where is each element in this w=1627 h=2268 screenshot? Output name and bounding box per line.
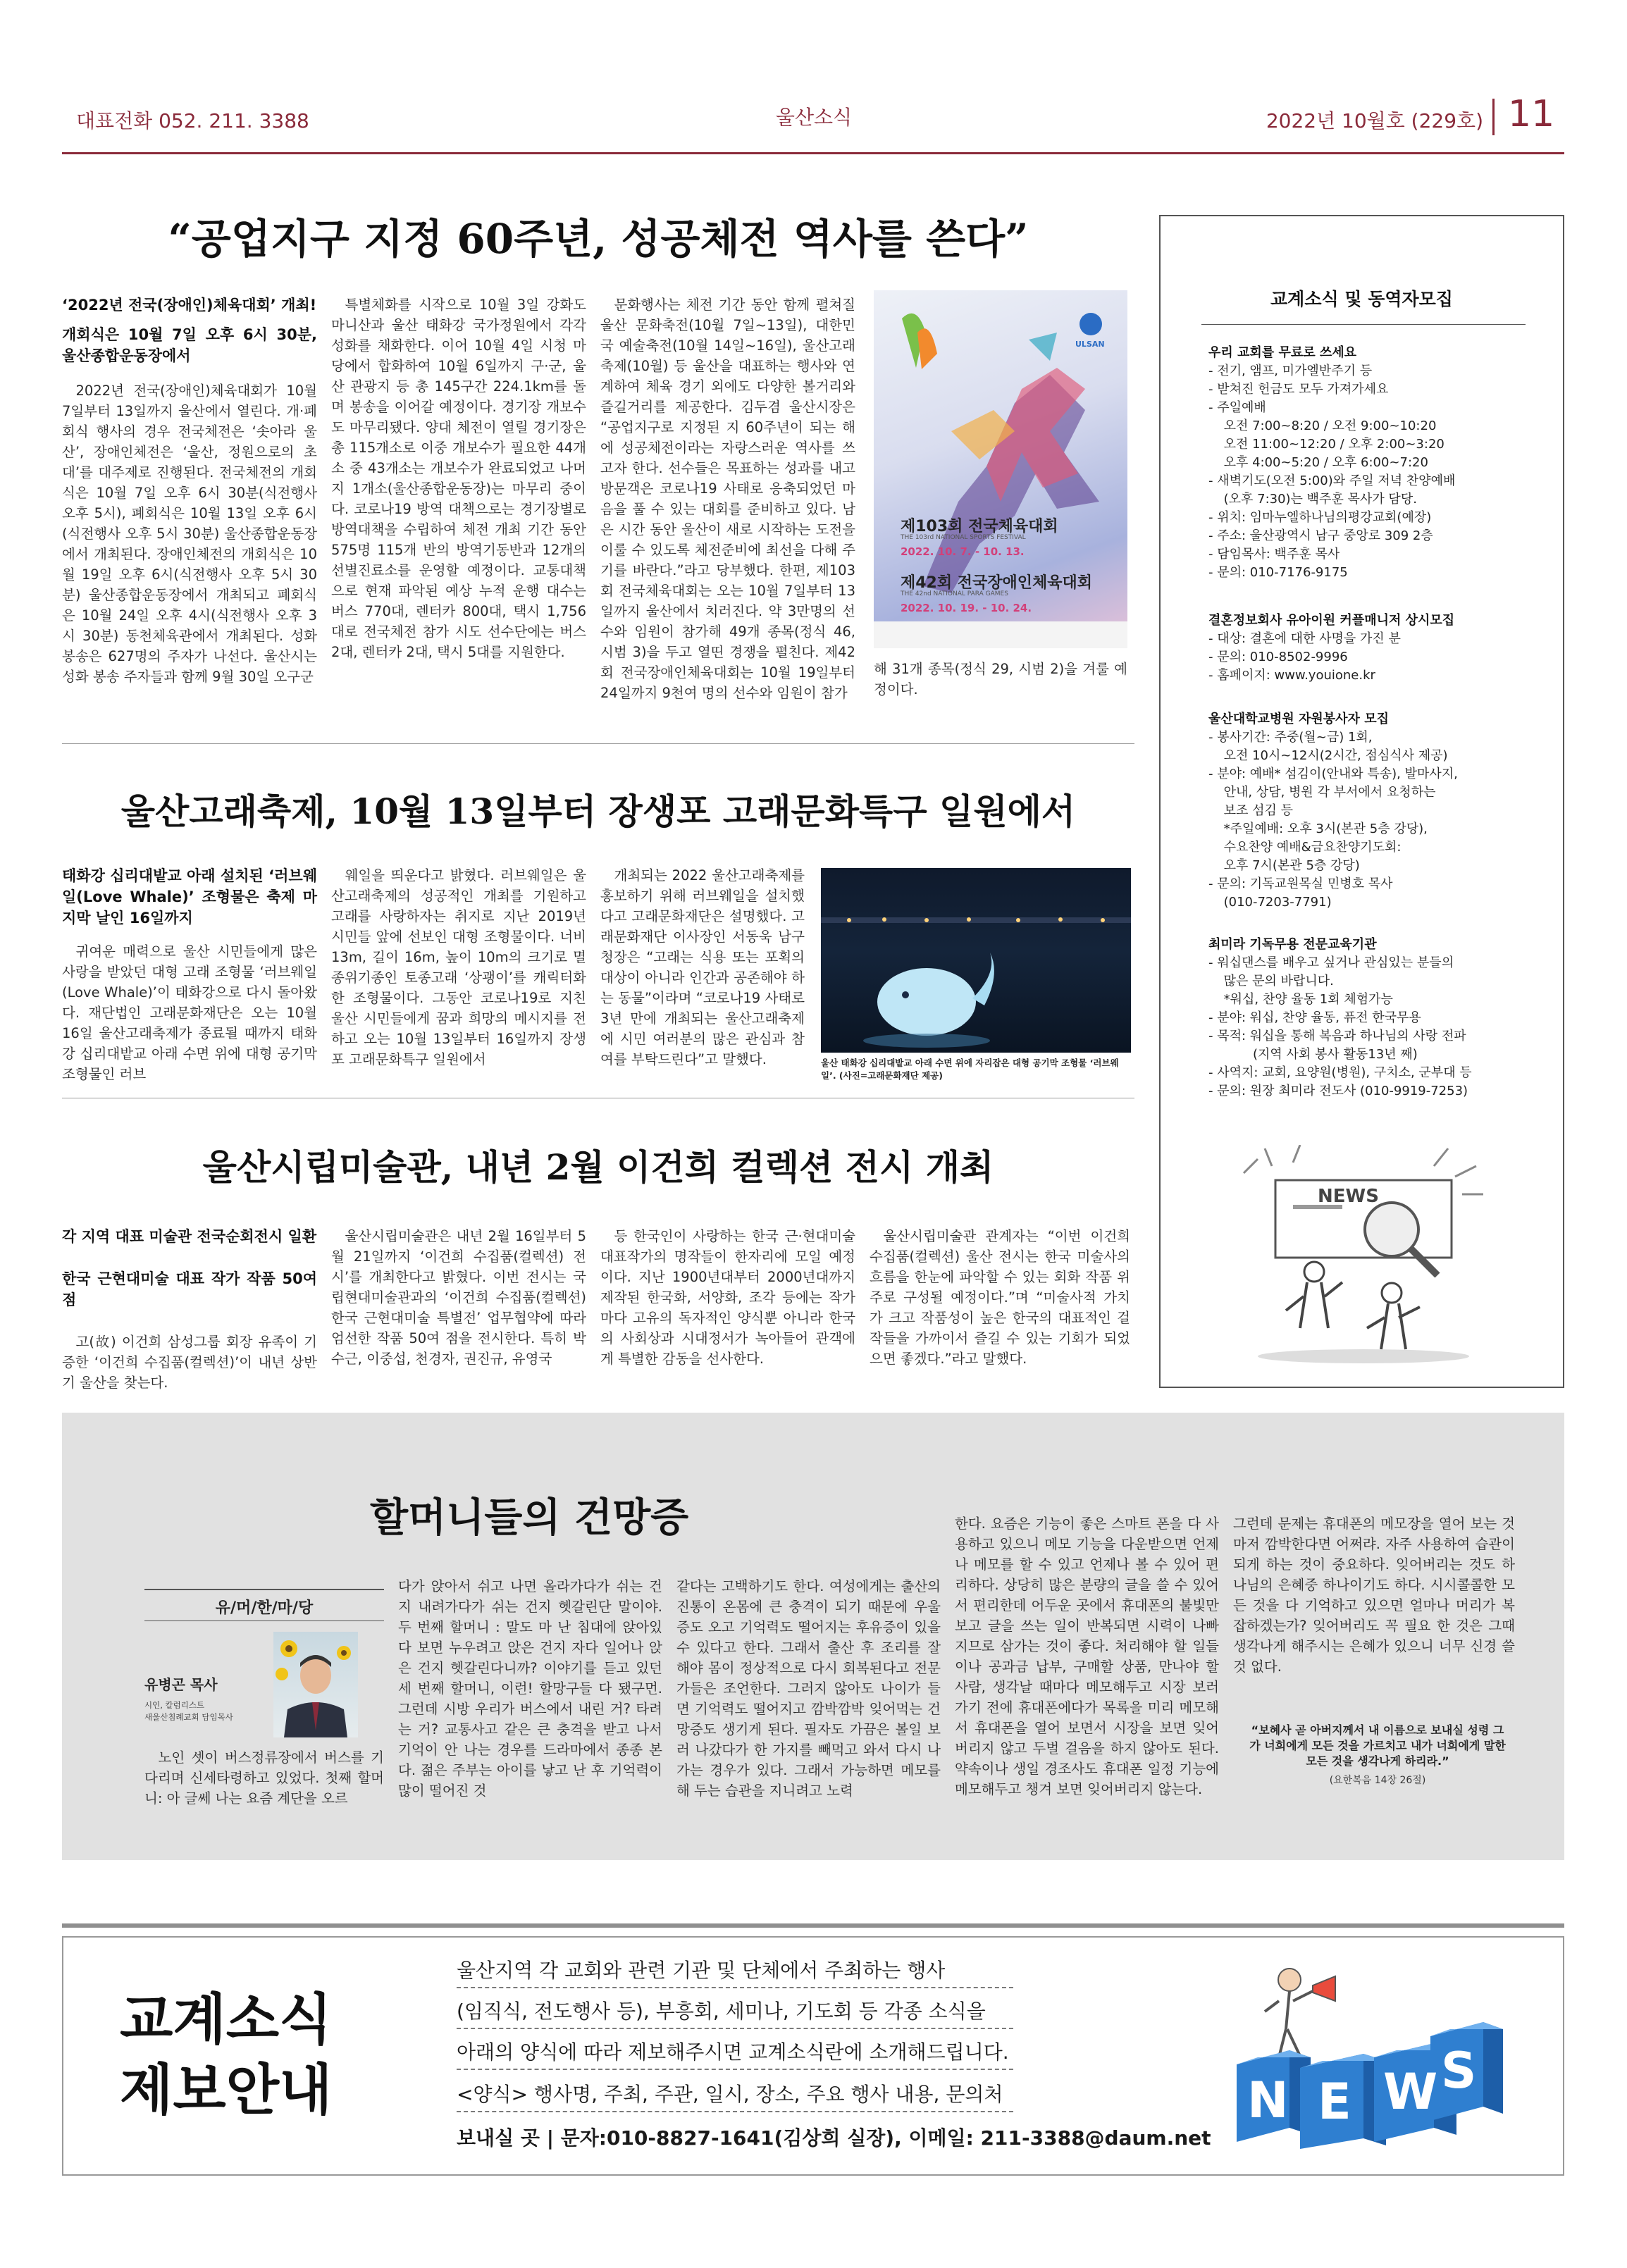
news-letter: W bbox=[1383, 2063, 1438, 2121]
poster-date-1: 2022. 10. 7. - 10. 13. bbox=[901, 545, 1025, 558]
article2-text-2: 웨일을 띄운다고 밝혔다. 러브웨일은 울산고래축제의 성공적인 개최를 기원하고 고래를 사랑하자는 취지로 지난 2019년 시민들 앞에 선보인 대형 조형물이다. 너비 13m, 길이 16m, 높이 10m의 크기로 멸종위기종인 토종고래 ‘상괭이’를 캐릭터화한 조형물이다. 그동안 코로나19로 지친 울산 시민들에게 꿈과 희망의 메시지를 전하고 오는 10월 13일부터 16일까지 장생포 고래문화특구 일원에서 bbox=[331, 867, 586, 1067]
humor-text-1: 노인 셋이 버스정류장에서 버스를 기다리며 신세타령하고 있었다. 첫째 할머니: 아 글쎄 나는 요즘 계단을 오르 bbox=[144, 1749, 384, 1807]
humor-text-5: 그런데 문제는 휴대폰의 메모장을 열어 보는 것마저 깜박한다면 어쩌랴. 자주 사용하여 습관이 되게 하는 것이 중요하다. 잊어버리는 것도 하나님의 은혜중 하나이기도 하다. 시시콜콜한 모든 것을 다 기억하고 있으면 얼마나 머리가 복잡하겠는가? 잊어버리도 꼭 필요 한 것은 그때 생각나게 해주시는 은혜가 있으니 너무 신경 쓸 것 없다. bbox=[1233, 1516, 1515, 1675]
notice-line: (010-7203-7791) bbox=[1223, 895, 1332, 910]
article1-col1 bbox=[62, 295, 317, 687]
notice-matchmaker bbox=[1208, 612, 1533, 685]
article1-text-4: 해 31개 종목(정식 29, 시범 2)을 겨룰 예정이다. bbox=[874, 661, 1127, 698]
notice-line: - 분야: 워십, 찬양 율동, 퓨전 한국무용 bbox=[1208, 1010, 1421, 1025]
article1-col2 bbox=[331, 295, 586, 662]
notice-line: - 담임목사: 백주훈 목사 bbox=[1208, 547, 1340, 562]
humor-col2 bbox=[398, 1576, 662, 1801]
notice-line: 오전 10시~12시(2시간, 점심식사 제공) bbox=[1223, 748, 1448, 763]
notice-line: - 전기, 앰프, 미가엘반주기 등 bbox=[1208, 364, 1373, 378]
article2-headline: 울산고래축제, 10월 13일부터 장생포 고래문화특구 일원에서 bbox=[120, 791, 1076, 832]
submission-title-2: 제보안내 bbox=[120, 2059, 333, 2122]
notice-line: - 사역지: 교회, 요양원(병원), 구치소, 군부대 등 bbox=[1208, 1065, 1472, 1080]
notice-line: - 새벽기도(오전 5:00)와 주일 저녁 찬양예배 bbox=[1208, 473, 1456, 488]
poster-title-2: 제42회 전국장애인체육대회 bbox=[901, 574, 1093, 592]
humor-col5 bbox=[1233, 1513, 1515, 1677]
notice-dance-title: 최미라 기독무용 전문교육기관 bbox=[1208, 937, 1377, 952]
humor-col1 bbox=[144, 1747, 384, 1809]
article1-col3 bbox=[600, 295, 855, 703]
humor-series-rule-top bbox=[144, 1589, 384, 1590]
article3-col2 bbox=[331, 1226, 586, 1369]
notice-line: 수요찬양 예배&금요찬양기도회: bbox=[1223, 840, 1402, 855]
news-letter: S bbox=[1441, 2042, 1477, 2100]
notice-line: - 홈페이지: www.youione.kr bbox=[1208, 668, 1375, 683]
article3-col4 bbox=[870, 1226, 1130, 1369]
article1-text-1: 2022년 전국(장애인)체육대회가 10월 7일부터 13일까지 울산에서 열린다. 개·폐회식 행사의 경우 전국체전은 ‘솟아라 울산’, 장애인체전은 ‘울산, 정원으로의 초대’를 대주제로 진행된다. 전국체전의 개회식은 10월 7일 오후 6시 30분(식전행사 오후 5시), 폐회식은 10월 13일 오후 6시(식전행사 오후 5시 30분) 울산종합운동장에서 개최된다. 장애인체전의 개회식은 10월 19일 오후 6시(식전행사 오후 5시 30분) 울산종합운동장에서 개최되고 폐회식은 10월 24일 오후 4시(식전행사 오후 3시 30분) 동천체육관에서 개최된다. 성화 봉송은 627명의 주자가 나선다. 울산시는 성화 봉송 주자들과 함께 9월 30일 오구군 bbox=[62, 383, 317, 685]
news-cubes-illustration bbox=[1223, 1952, 1504, 2170]
humor-text-2: 다가 앉아서 쉬고 나면 올라가다가 쉬는 건지 내려가다가 쉬는 건지 헷갈린단 말이야. 두 번째 할머니 : 말도 마 난 침대에 앉아있다 보면 누우려고 앉은 건지 자다 일어나 앉은 건지 헷갈린다니까? 이야기를 듣고 있던 세 번째 할머니, 이런! 할망구들 다 됐구먼. 그런데 시방 우리가 버스에서 내린 거? 타려는 거? 교통사고 같은 큰 충격을 받고 나서 기억이 안 나는 경우를 드라마에서 종종 본다. 젊은 주부는 아이를 낳고 난 후 기억력이 많이 떨어진 것 bbox=[398, 1578, 662, 1799]
header-issue: 2022년 10월호 (229호) bbox=[1266, 109, 1483, 132]
header-divider bbox=[1492, 99, 1495, 135]
notice-dance-school bbox=[1208, 936, 1533, 1101]
church-news-title: 교계소식 및 동역자모집 bbox=[1270, 289, 1453, 309]
notice-line: - 워십댄스를 배우고 싶거나 관심있는 분들의 bbox=[1208, 955, 1454, 970]
notice-line: 오전 11:00~12:20 / 오후 2:00~3:20 bbox=[1223, 437, 1444, 452]
author-info: 시인, 칼럼리스트 새울산침례교회 담임목사 bbox=[144, 1700, 233, 1722]
dashed-divider bbox=[457, 2069, 1013, 2070]
bible-verse-reference: (요한복음 14장 26절) bbox=[1329, 1775, 1426, 1786]
notice-line: 오전 7:00~8:20 / 오전 9:00~10:20 bbox=[1223, 419, 1437, 433]
submission-line-4: <양식> 행사명, 주최, 주관, 일시, 장소, 주요 행사 내용, 문의처 bbox=[457, 2083, 1003, 2106]
article3-text-4: 울산시립미술관 관계자는 “이번 이건희 수집품(컬렉션) 울산 전시는 한국 미술사의 흐름을 한눈에 파악할 수 있는 회화 작품 위주로 구성될 예정이다.”며 “미술사적 가치가 크고 작품성이 높은 한국의 대표적인 걸작들을 가까이서 즐길 수 있는 기회가 되었으면 좋겠다.”라고 말했다. bbox=[870, 1228, 1130, 1367]
article1-col4 bbox=[874, 659, 1127, 700]
notice-line: - 목적: 워십을 통해 복음과 하나님의 사랑 전파 bbox=[1208, 1029, 1466, 1043]
humor-column-title: 할머니들의 건망증 bbox=[370, 1494, 689, 1541]
article1-text-3: 문화행사는 체전 기간 동안 함께 펼쳐질 울산 문화축전(10월 7일~13일), 대한민국 예술축전(10월 14일~16일), 울산고래축제(10월) 등 울산을 대표하는 행사와 연계하여 체육 경기 외에도 다양한 볼거리와 즐길거리를 제공한다. 김두겸 울산시장은 “공업지구로 지정된 지 60주년이 되는 해에 성공체전이라는 자랑스러운 역사를 쓰고자 한다. 선수들은 목표하는 성과를 내고 방문객은 코로나19 사태로 응축되었던 마음을 풀 수 있는 대회를 준비하고 있다. 남은 시간 동안 울산이 새로 시작하는 도전을 이룰 수 있도록 체전준비에 최선을 다해 주기를 바란다.”라고 당부했다. 한편, 제103회 전국체육대회는 오는 10월 7일부터 13일까지 울산에서 치러진다. 약 3만명의 선수와 임원이 참가해 49개 종목(정식 46, 시범 3)을 두고 열띤 경쟁을 펼친다. 제42회 전국장애인체육대회는 10월 19일부터 24일까지 9천여 명의 선수와 임원이 참가 bbox=[600, 297, 855, 701]
article3-text-2: 울산시립미술관은 내년 2월 16일부터 5월 21일까지 ‘이건희 수집품(컬렉션) 전시’를 개최한다고 밝혔다. 이번 전시는 국립현대미술관과의 ‘이건희 수집품(컬렉션) 한국 근현대미술 특별전’ 업무협약에 따라 엄선한 작품 50여 점을 전시한다. 특히 박수근, 이중섭, 천경자, 권진규, 유영국 bbox=[331, 1228, 586, 1367]
dashed-divider bbox=[457, 1987, 1013, 1988]
notice-free-church-title: 우리 교회를 무료로 쓰세요 bbox=[1208, 345, 1357, 360]
humor-text-4: 한다. 요즘은 기능이 좋은 스마트 폰을 다 사용하고 있으니 메모 기능을 다운받으면 언제나 메모를 할 수 있고 언제나 볼 수 있어 편리하다. 상당히 많은 분량의 글을 쓸 수 있어서 편리한데 어두운 곳에서 휴대폰의 불빛만 보고 글을 쓰는 일이 반복되면 시력이 나빠지므로 삼가는 것이 좋다. 처리해야 할 일들이나 공과금 납부, 구매할 상품, 만나야 할 사람, 생각날 때마다 메모해두고 시장 보러 가기 전에 휴대폰에다가 목록을 미리 메모해서 휴대폰을 열어 보면서 시장을 보면 잊어버리지 않고 두벌 걸음을 하지 않아도 된다. 약속이나 생일 경조사도 휴대폰 일정 기능에 메모해두고 챙겨 보면 잊어버리지 않는다. bbox=[955, 1516, 1219, 1797]
article3-col1 bbox=[62, 1226, 317, 1393]
notice-line: 보조 섬김 등 bbox=[1223, 803, 1293, 818]
notice-line: - 문의: 원장 최미라 전도사 (010-9919-7253) bbox=[1208, 1084, 1468, 1098]
news-sign-text: NEWS bbox=[1318, 1186, 1379, 1207]
article3-text-1: 고(故) 이건희 삼성그룹 회장 유족이 기증한 ‘이건희 수집품(컬렉션)’이 내년 상반기 울산을 찾는다. bbox=[62, 1334, 317, 1391]
notice-line: - 주일예배 bbox=[1208, 400, 1266, 415]
notice-line: - 분야: 예배* 섬김이(안내와 특송), 발마사지, bbox=[1208, 767, 1458, 781]
notice-line: - 대상: 결혼에 대한 사명을 가진 분 bbox=[1208, 631, 1401, 646]
section-divider-1 bbox=[62, 743, 1134, 744]
article2-text-3: 개최되는 2022 울산고래축제를 홍보하기 위해 러브웨일을 설치했다고 고래문화재단은 설명했다. 고래문화재단 이사장인 서동욱 남구청장은 “고래는 식용 또는 포획의 대상이 아니라 인간과 공존해야 하는 동물”이라며 “코로나19 사태로 3년 만에 개최되는 울산고래축제에 시민 여러분의 많은 관심과 참여를 부탁드린다”고 말했다. bbox=[600, 867, 805, 1067]
author-name: 유병곤 목사 bbox=[144, 1676, 218, 1693]
article3-col3 bbox=[600, 1226, 855, 1369]
sports-festival-poster bbox=[874, 290, 1127, 648]
notice-hospital-volunteer bbox=[1208, 710, 1533, 912]
dashed-divider bbox=[457, 2111, 1013, 2112]
poster-logo-text: ULSAN bbox=[1075, 340, 1105, 349]
dashed-divider bbox=[457, 2028, 1013, 2029]
article2-col3 bbox=[600, 865, 805, 1070]
page-number: 11 bbox=[1508, 93, 1555, 135]
notice-line: (오후 7:30)는 백주훈 목사가 담당. bbox=[1223, 492, 1417, 507]
notice-matchmaker-title: 결혼정보회사 유아이원 커플매니저 상시모집 bbox=[1208, 613, 1455, 628]
article3-text-3: 등 한국인이 사랑하는 한국 근·현대미술 대표작가의 명작들이 한자리에 모일 예정이다. 지난 1900년대부터 2000년대까지 제작된 한국화, 서양화, 조각 등에는 작가마다 고유의 독자적인 양식뿐 아니라 한국의 사회상과 시대정서가 녹아들어 관객에게 특별한 감동을 선사한다. bbox=[600, 1228, 855, 1367]
submission-line-2: (임직식, 전도행사 등), 부흥회, 세미나, 기도회 등 각종 소식을 bbox=[457, 2000, 986, 2023]
header-rule bbox=[62, 152, 1564, 154]
article2-col1 bbox=[62, 865, 317, 1084]
notice-line: - 문의: 010-8502-9996 bbox=[1208, 650, 1348, 664]
poster-title-2-en: THE 42nd NATIONAL PARA GAMES bbox=[901, 590, 1008, 597]
notice-line: 많은 문의 바랍니다. bbox=[1223, 974, 1334, 989]
notice-line: (지역 사회 봉사 활동13년 째) bbox=[1253, 1047, 1418, 1062]
article1-subheading-1: ‘2022년 전국(장애인)체육대회’ 개최! bbox=[62, 297, 317, 314]
notice-line: - 문의: 기독교원목실 민병호 목사 bbox=[1208, 876, 1393, 891]
love-whale-photo bbox=[821, 868, 1131, 1053]
news-letter: E bbox=[1318, 2073, 1351, 2131]
submission-line-3: 아래의 양식에 따라 제보해주시면 교계소식란에 소개해드립니다. bbox=[457, 2040, 1009, 2064]
humor-series-label: 유/머/한/마/당 bbox=[215, 1599, 314, 1617]
article1-subheading-2: 개회식은 10월 7일 오후 6시 30분, 울산종합운동장에서 bbox=[62, 326, 317, 364]
notice-line: *주일예배: 오후 3시(본관 5층 강당), bbox=[1223, 822, 1428, 836]
poster-date-2: 2022. 10. 19. - 10. 24. bbox=[901, 602, 1032, 614]
notice-free-church bbox=[1208, 344, 1533, 582]
news-illustration bbox=[1230, 1145, 1497, 1377]
notice-line: - 문의: 010-7176-9175 bbox=[1208, 565, 1348, 580]
header-phone: 대표전화 052. 211. 3388 bbox=[76, 109, 309, 132]
bible-verse: “보혜사 곧 아버지께서 내 이름으로 보내실 성령 그가 너희에게 모든 것을 가르치고 내가 너희에게 말한 모든 것을 생각나게 하리라.” bbox=[1249, 1723, 1506, 1768]
poster-title-1-en: THE 103rd NATIONAL SPORTS FESTIVAL bbox=[901, 534, 1026, 541]
infobox-top-rule bbox=[62, 1923, 1564, 1928]
submission-line-1: 울산지역 각 교회와 관련 기관 및 단체에서 주최하는 행사 bbox=[457, 1959, 946, 1982]
article2-col2 bbox=[331, 865, 586, 1070]
notice-line: 안내, 상담, 병원 각 부서에서 요청하는 bbox=[1223, 785, 1436, 800]
notice-line: - 주소: 울산광역시 남구 중앙로 309 2층 bbox=[1208, 528, 1433, 543]
article3-subheading-1: 각 지역 대표 미술관 전국순회전시 일환 bbox=[62, 1228, 317, 1245]
notice-hospital-title: 울산대학교병원 자원봉사자 모집 bbox=[1208, 712, 1389, 726]
notice-line: *워십, 찬양 율동 1회 체험가능 bbox=[1223, 992, 1393, 1007]
humor-text-3: 같다는 고백하기도 한다. 여성에게는 출산의 진통이 온몸에 큰 충격이 되기 때문에 우울증도 오고 기억력도 떨어지는 후유증이 있을 수 있다고 한다. 그래서 출산 후 조리를 잘 해야 몸이 정상적으로 다시 회복된다고 전문가들은 조언한다. 그러지 않아도 나이가 들면 기억력도 떨어지고 깜박깜박 잊어먹는 건망증도 생기게 된다. 필자도 가끔은 볼일 보러 나갔다가 한 가지를 빼먹고 와서 다시 나가는 경우가 있다. 그래서 가능하면 메모를 해 두는 습관을 지니려고 노력 bbox=[676, 1578, 941, 1799]
humor-col4 bbox=[955, 1513, 1219, 1799]
notice-line: - 받쳐진 헌금도 모두 가져가세요 bbox=[1208, 382, 1389, 397]
article1-text-2: 특별체화를 시작으로 10월 3일 강화도 마니산과 울산 태화강 국가정원에서 각각 성화를 채화한다. 이어 10월 4일 시청 마당에서 합화하여 10월 6일까지 구·군, 울산 관광지 등 총 145구간 224.1km를 돌며 봉송을 이어갈 예정이다. 경기장 개보수도 마무리됐다. 양대 체전이 열릴 경기장은 총 115개소로 이중 개보수가 필요한 44개소 중 43개소는 개보수가 완료되었고 나머지 1개소(울산종합운동장)는 마무리 중이다. 코로나19 방역 대책으로는 경기장별로 방역대책을 수립하여 체전 개최 기간 동안 575명 115개 반의 방역기동반과 12개의 선별진료소를 운영할 예정이다. 교통대책으로 현재 파악된 예상 누적 운행 대수는 버스 770대, 렌터카 800대, 택시 1,756대로 전국체전 참가 시도 선수단에는 버스 2대, 렌터카 2대, 택시 5대를 지원한다. bbox=[331, 297, 586, 660]
notice-line: 오후 7시(본관 5층 강당) bbox=[1223, 858, 1360, 873]
submission-title-1: 교계소식 bbox=[120, 1988, 333, 2052]
church-news-rule bbox=[1201, 324, 1526, 325]
header-section: 울산소식 bbox=[775, 106, 853, 129]
article2-subheading: 태화강 십리대밭교 아래 설치된 ‘러브웨일(Love Whale)’ 조형물은 축제 마지막 날인 16일까지 bbox=[62, 867, 317, 927]
news-letter: N bbox=[1247, 2071, 1289, 2129]
submission-contact: 보내실 곳 | 문자:010-8827-1641(김상희 실장), 이메일: 211-3388@daum.net bbox=[457, 2126, 1211, 2150]
article2-text-1: 귀여운 매력으로 울산 시민들에게 많은 사랑을 받았던 대형 고래 조형물 ‘러브웨일(Love Whale)’이 태화강으로 다시 돌아왔다. 재단법인 고래문화재단은 오는 10월 16일 울산고래축제가 종료될 때까지 태화강 십리대밭교 아래 수면 위에 대형 공기막 조형물인 러브 bbox=[62, 943, 317, 1082]
notice-line: 오후 4:00~5:20 / 오후 6:00~7:20 bbox=[1223, 455, 1428, 470]
notice-line: - 위치: 임마누엘하나님의평강교회(예장) bbox=[1208, 510, 1432, 525]
poster-title-1: 제103회 전국체육대회 bbox=[901, 518, 1058, 535]
humor-col3 bbox=[676, 1576, 941, 1801]
article3-headline: 울산시립미술관, 내년 2월 이건희 컬렉션 전시 개최 bbox=[202, 1146, 994, 1188]
notice-line: - 봉사기간: 주중(월~금) 1회, bbox=[1208, 730, 1373, 745]
article3-subheading-2: 한국 근현대미술 대표 작가 작품 50여점 bbox=[62, 1270, 317, 1308]
article1-headline: “공업지구 지정 60주년, 성공체전 역사를 쓴다” bbox=[168, 215, 1029, 263]
author-photo bbox=[273, 1632, 358, 1737]
photo-caption: 울산 태화강 십리대밭교 아래 수면 위에 자리잡은 대형 공기막 조형물 ‘러브웨일’. (사진=고래문화재단 제공) bbox=[821, 1058, 1119, 1081]
